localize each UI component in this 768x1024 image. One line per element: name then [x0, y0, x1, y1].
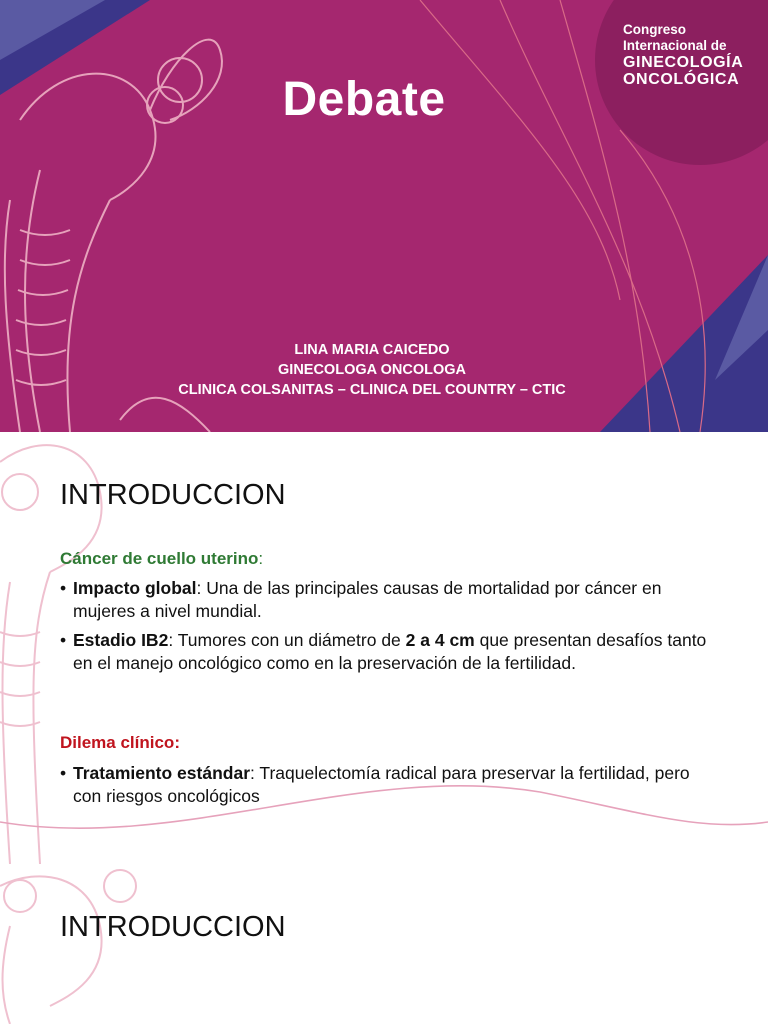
author-block	[0, 340, 744, 400]
logo-line-1: Congreso	[623, 22, 687, 37]
bullet-estadio-ib2	[60, 629, 720, 675]
bullet-text-continued: que presentan desafíos tanto en el manejo oncológico como en la preservación de la fertilidad.	[73, 630, 707, 673]
next-slide-heading: INTRODUCCION	[60, 911, 286, 943]
bullet-dot: •	[60, 630, 67, 650]
logo-line-3: GINECOLOGÍA	[623, 54, 744, 71]
congress-logo	[623, 22, 743, 88]
bullet-dot: •	[60, 763, 67, 783]
author-name: LINA MARIA CAICEDO	[294, 342, 450, 358]
intro-heading: INTRODUCCION	[60, 479, 286, 511]
logo-line-4: ONCOLÓGICA	[623, 71, 740, 88]
next-slide-background	[0, 866, 768, 1024]
author-affiliation: CLINICA COLSANITAS – CLINICA DEL COUNTRY – CTIC	[178, 382, 566, 398]
section-heading-clinical-dilemma: Dilema clínico:	[60, 733, 180, 752]
author-role: GINECOLOGA ONCOLOGA	[278, 362, 466, 378]
section-heading-colon: :	[258, 549, 264, 568]
uterus-outline-icon	[0, 870, 136, 1024]
section-heading-label: Cáncer de cuello uterino	[60, 549, 259, 568]
bullet-bold-value: 2 a 4 cm	[405, 630, 475, 650]
intro-slide	[0, 432, 768, 864]
next-slide	[0, 866, 768, 1024]
logo-line-2: Internacional de	[623, 38, 727, 53]
bullet-text: : Traquelectomía radical para preservar la fertilidad, pero con riesgos oncológicos	[73, 763, 690, 806]
bullet-bold-term: Impacto global	[73, 578, 197, 598]
bullet-dot: •	[60, 578, 67, 598]
bullet-tratamiento-estandar	[60, 762, 720, 808]
bullet-bold-term: Tratamiento estándar	[73, 763, 250, 783]
bullet-text: : Una de las principales causas de mortalidad por cáncer en mujeres a nivel mundial.	[73, 578, 662, 621]
section-heading-cervical-cancer	[60, 549, 263, 569]
bullet-impacto-global	[60, 577, 720, 623]
slide-title: Debate	[282, 73, 446, 126]
bullet-bold-term: Estadio IB2	[73, 630, 169, 650]
title-slide	[0, 0, 768, 432]
bullet-text: : Tumores con un diámetro de	[168, 630, 406, 650]
